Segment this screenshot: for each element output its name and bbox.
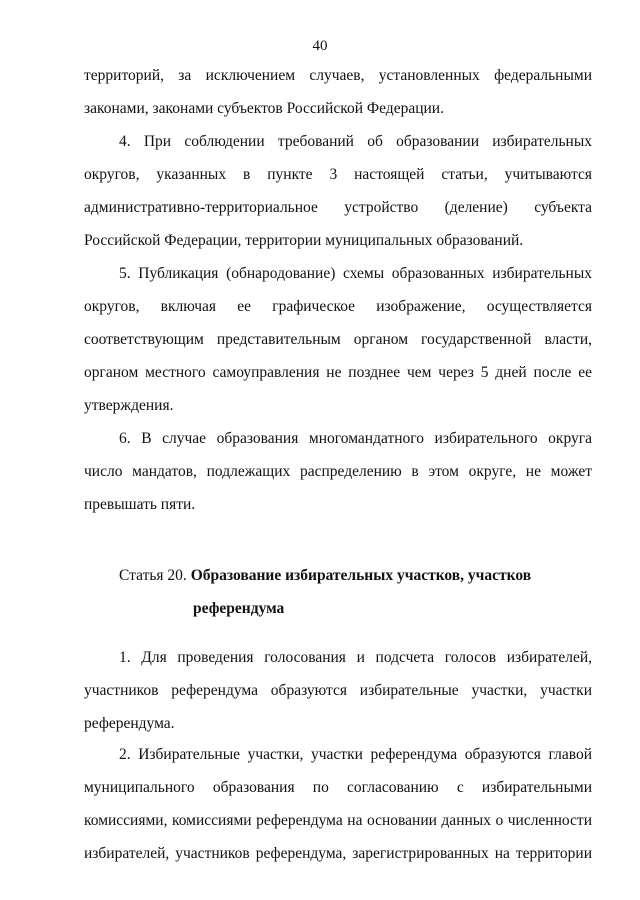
text-line: 1. Для проведения голосования и подсчета голосов избирателей, [119, 649, 592, 666]
text-line: 5. Публикация (обнародование) схемы образованных избирательных [119, 265, 592, 282]
text-line: соответствующим представительным органом государственной власти, [84, 331, 592, 348]
text-line: органом местного самоуправления не позднее чем через 5 дней после ее [84, 364, 592, 381]
article-number: Статья 20. [119, 567, 187, 584]
text-line: комиссиями, комиссиями референдума на основании данных о численности [84, 812, 592, 829]
text-line: референдума. [84, 715, 175, 732]
text-line: округов, включая ее графическое изображение, осуществляется [84, 298, 592, 315]
text-line: округов, указанных в пункте 3 настоящей статьи, учитываются [84, 166, 592, 183]
article-title: Образование избирательных участков, участков [190, 567, 532, 584]
text-line: 4. При соблюдении требований об образовании избирательных [119, 133, 592, 150]
text-line: участников референдума образуются избирательные участки, участки [84, 682, 592, 699]
text-line: избирателей, участников референдума, зарегистрированных на территории [84, 845, 592, 862]
text-line: число мандатов, подлежащих распределению в этом округе, не может [84, 463, 592, 480]
article-heading-continuation [193, 599, 284, 619]
text-line: территорий, за исключением случаев, установленных федеральными [84, 67, 592, 84]
text-line: законами, законами субъектов Российской Федерации. [84, 100, 444, 117]
article-heading [119, 566, 531, 586]
text-line: 6. В случае образования многомандатного избирательного округа [119, 430, 592, 447]
text-line: утверждения. [84, 397, 174, 414]
text-line: 2. Избирательные участки, участки референдума образуются главой [119, 746, 592, 763]
text-line: административно-территориальное устройство (деление) субъекта [84, 199, 592, 216]
text-line: превышать пяти. [84, 496, 196, 513]
text-line: Российской Федерации, территории муниципальных образований. [84, 232, 524, 249]
article-title-line2: референдума [193, 600, 285, 617]
text-line: муниципального образования по согласованию с избирательными [84, 779, 592, 796]
page-number: 40 [312, 38, 328, 54]
